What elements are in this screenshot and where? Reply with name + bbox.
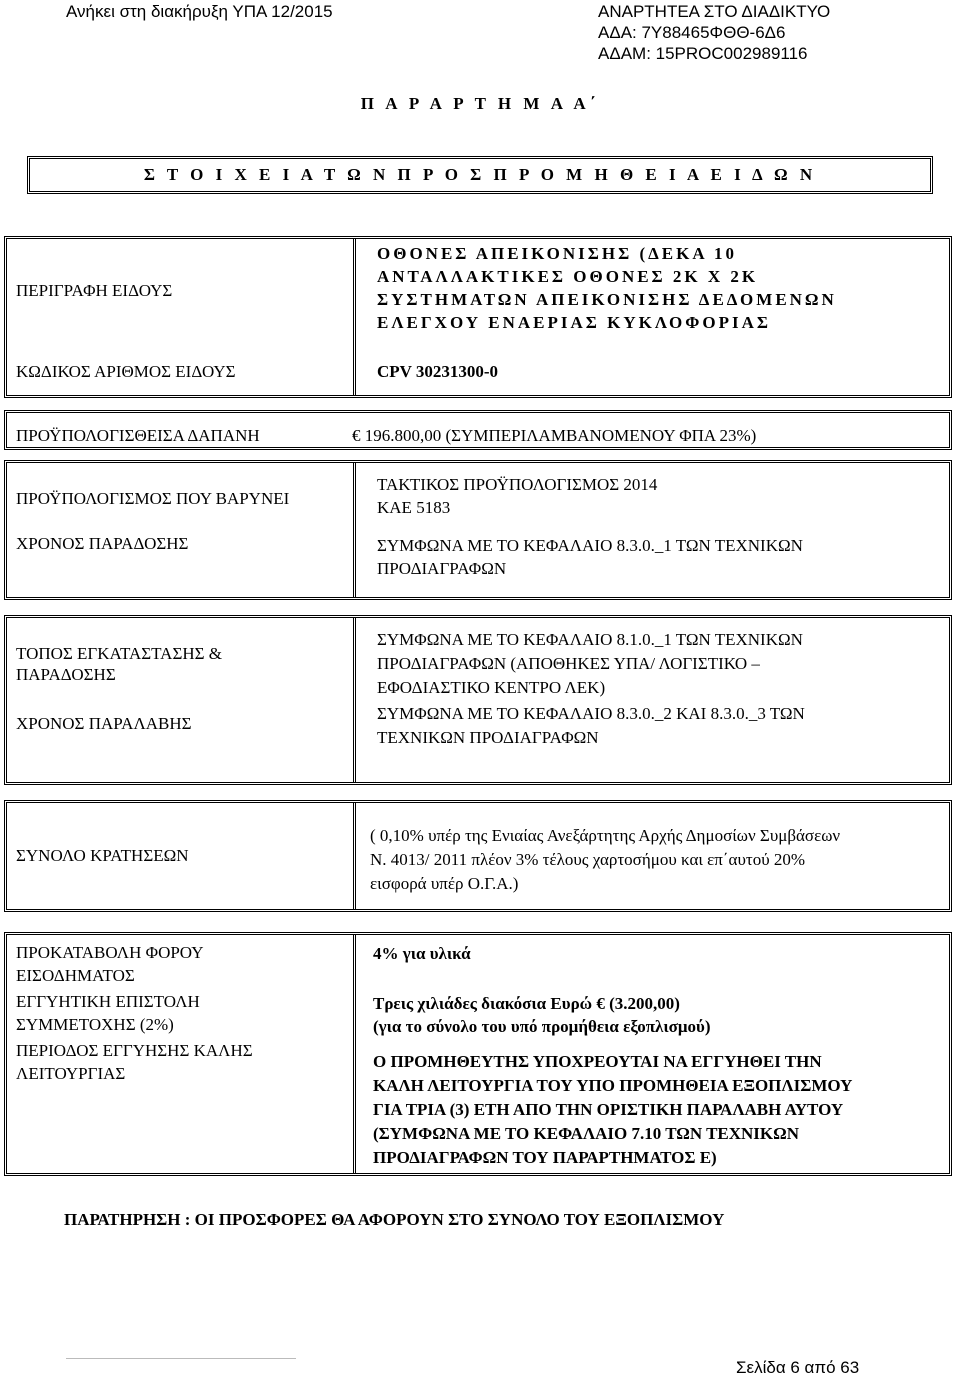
delivery-label: ΧΡΟΝΟΣ ΠΑΡΑΔΟΣΗΣ <box>16 534 189 553</box>
place-value-3: ΕΦΟΔΙΑΣΤΙΚΟ ΚΕΝΤΡΟ ΛΕΚ) <box>377 678 606 697</box>
place-value-2: ΠΡΟΔΙΑΓΡΑΦΩΝ (ΑΠΟΘΗΚΕΣ ΥΠΑ/ ΛΟΓΙΣΤΙΚΟ – <box>377 654 760 673</box>
budget-value: € 196.800,00 (ΣΥΜΠΕΡΙΛΑΜΒΑΝΟΜΕΝΟΥ ΦΠΑ 23%) <box>352 426 757 445</box>
description-value-2: ΑΝΤΑΛΛΑΚΤΙΚΕΣ ΟΘΟΝΕΣ 2Κ Χ 2Κ <box>377 267 759 286</box>
note: ΠΑΡΑΤΗΡΗΣΗ : ΟΙ ΠΡΟΣΦΟΡΕΣ ΘΑ ΑΦΟΡΟΥΝ ΣΤΟ ΣΥΝΟΛΟ ΤΟΥ ΕΞΟΠΛΙΣΜΟΥ <box>64 1210 725 1229</box>
section-title: Σ Τ Ο Ι Χ Ε Ι Α Τ Ω Ν Π Ρ Ο Σ Π Ρ Ο Μ Η Θ Ε Ι Α Ε Ι Δ Ω Ν <box>143 165 817 184</box>
receipt-label: ΧΡΟΝΟΣ ΠΑΡΑΛΑΒΗΣ <box>16 714 192 733</box>
advance-tax-label-2: ΕΙΣΟΔΗΜΑΤΟΣ <box>16 966 135 985</box>
delivery-value-1: ΣΥΜΦΩΝΑ ΜΕ ΤΟ ΚΕΦΑΛΑΙΟ 8.3.0._1 ΤΩΝ ΤΕΧΝΙΚΩΝ <box>377 536 803 555</box>
place-label-2: ΠΑΡΑΔΟΣΗΣ <box>16 665 116 684</box>
participation-letter-label-2: ΣΥΜΜΕΤΟΧΗΣ (2%) <box>16 1015 174 1034</box>
charged-value-2: ΚΑΕ 5183 <box>377 498 451 517</box>
page-number: Σελίδα 6 από 63 <box>736 1358 860 1377</box>
deductions-value-3: εισφορά υπέρ Ο.Γ.Α.) <box>370 874 519 893</box>
code-value: CPV 30231300-0 <box>377 362 499 381</box>
header-right-1: ΑΝΑΡΤΗΤΕΑ ΣΤΟ ΔΙΑΔΙΚΤΥΟ <box>598 2 831 21</box>
warranty-value-2: ΚΑΛΗ ΛΕΙΤΟΥΡΓΙΑ ΤΟΥ ΥΠΟ ΠΡΟΜΗΘΕΙΑ ΕΞΟΠΛΙΣΜΟΥ <box>373 1076 853 1095</box>
header-adam: ΑΔΑΜ: 15PROC002989116 <box>598 44 808 63</box>
place-value-1: ΣΥΜΦΩΝΑ ΜΕ ΤΟ ΚΕΦΑΛΑΙΟ 8.1.0._1 ΤΩΝ ΤΕΧΝΙΚΩΝ <box>377 630 803 649</box>
annex-title: Π Α Ρ Α Ρ Τ Η Μ Α Α΄ <box>360 94 600 113</box>
participation-letter-value-1: Τρεις χιλιάδες διακόσια Ευρώ € (3.200,00) <box>373 994 680 1013</box>
section-title-box <box>27 156 933 194</box>
budget-label: ΠΡΟΫΠΟΛΟΓΙΣΘΕΙΣΑ ΔΑΠΑΝΗ <box>16 426 260 445</box>
place-label-1: ΤΟΠΟΣ ΕΓΚΑΤΑΣΤΑΣΗΣ & <box>16 644 222 663</box>
warranty-value-4: (ΣΥΜΦΩΝΑ ΜΕ ΤΟ ΚΕΦΑΛΑΙΟ 7.10 ΤΩΝ ΤΕΧΝΙΚΩΝ <box>373 1124 800 1143</box>
warranty-period-label-1: ΠΕΡΙΟΔΟΣ ΕΓΓΥΗΣΗΣ ΚΑΛΗΣ <box>16 1041 253 1060</box>
participation-letter-label-1: ΕΓΓΥΗΤΙΚΗ ΕΠΙΣΤΟΛΗ <box>16 992 200 1011</box>
participation-letter-value-2: (για το σύνολο του υπό προμήθεια εξοπλισμού) <box>373 1017 711 1036</box>
receipt-value-2: ΤΕΧΝΙΚΩΝ ΠΡΟΔΙΑΓΡΑΦΩΝ <box>377 728 599 747</box>
advance-tax-value: 4% για υλικά <box>373 944 471 963</box>
warranty-value-1: Ο ΠΡΟΜΗΘΕΥΤΗΣ ΥΠΟΧΡΕΟΥΤΑΙ ΝΑ ΕΓΓΥΗΘΕΙ ΤΗΝ <box>373 1052 822 1071</box>
warranty-value-3: ΓΙΑ ΤΡΙΑ (3) ΕΤΗ ΑΠΟ ΤΗΝ ΟΡΙΣΤΙΚΗ ΠΑΡΑΛΑΒΗ ΑΥΤΟΥ <box>373 1100 844 1119</box>
warranty-value-5: ΠΡΟΔΙΑΓΡΑΦΩΝ ΤΟΥ ΠΑΡΑΡΤΗΜΑΤΟΣ Ε) <box>373 1148 717 1167</box>
code-label: ΚΩΔΙΚΟΣ ΑΡΙΘΜΟΣ ΕΙΔΟΥΣ <box>16 362 236 381</box>
header-ada: ΑΔΑ: 7Υ88465ΦΘΘ-6Δ6 <box>598 23 786 42</box>
advance-tax-label-1: ΠΡΟΚΑΤΑΒΟΛΗ ΦΟΡΟΥ <box>16 943 204 962</box>
delivery-value-2: ΠΡΟΔΙΑΓΡΑΦΩΝ <box>377 559 507 578</box>
charged-value-1: ΤΑΚΤΙΚΟΣ ΠΡΟΫΠΟΛΟΓΙΣΜΟΣ 2014 <box>377 475 658 494</box>
description-value-1: ΟΘΟΝΕΣ ΑΠΕΙΚΟΝΙΣΗΣ (ΔΕΚΑ 10 <box>377 244 737 263</box>
description-label: ΠΕΡΙΓΡΑΦΗ ΕΙΔΟΥΣ <box>16 281 173 300</box>
receipt-value-1: ΣΥΜΦΩΝΑ ΜΕ ΤΟ ΚΕΦΑΛΑΙΟ 8.3.0._2 ΚΑΙ 8.3.0._3 ΤΩΝ <box>377 704 805 723</box>
footer-rule <box>66 1358 296 1361</box>
description-value-3: ΣΥΣΤΗΜΑΤΩΝ ΑΠΕΙΚΟΝΙΣΗΣ ΔΕΔΟΜΕΝΩΝ <box>377 290 837 309</box>
warranty-period-label-2: ΛΕΙΤΟΥΡΓΙΑΣ <box>16 1064 126 1083</box>
header-left: Ανήκει στη διακήρυξη ΥΠΑ 12/2015 <box>66 2 333 21</box>
deductions-value-2: Ν. 4013/ 2011 πλέον 3% τέλους χαρτοσήμου και επ΄αυτού 20% <box>370 850 806 869</box>
deductions-label: ΣΥΝΟΛΟ ΚΡΑΤΗΣΕΩΝ <box>16 846 189 865</box>
deductions-value-1: ( 0,10% υπέρ της Ενιαίας Ανεξάρτητης Αρχής Δημοσίων Συμβάσεων <box>370 826 841 845</box>
description-value-4: ΕΛΕΓΧΟΥ ΕΝΑΕΡΙΑΣ ΚΥΚΛΟΦΟΡΙΑΣ <box>377 313 771 332</box>
charged-label: ΠΡΟΫΠΟΛΟΓΙΣΜΟΣ ΠΟΥ ΒΑΡΥΝΕΙ <box>16 489 290 508</box>
